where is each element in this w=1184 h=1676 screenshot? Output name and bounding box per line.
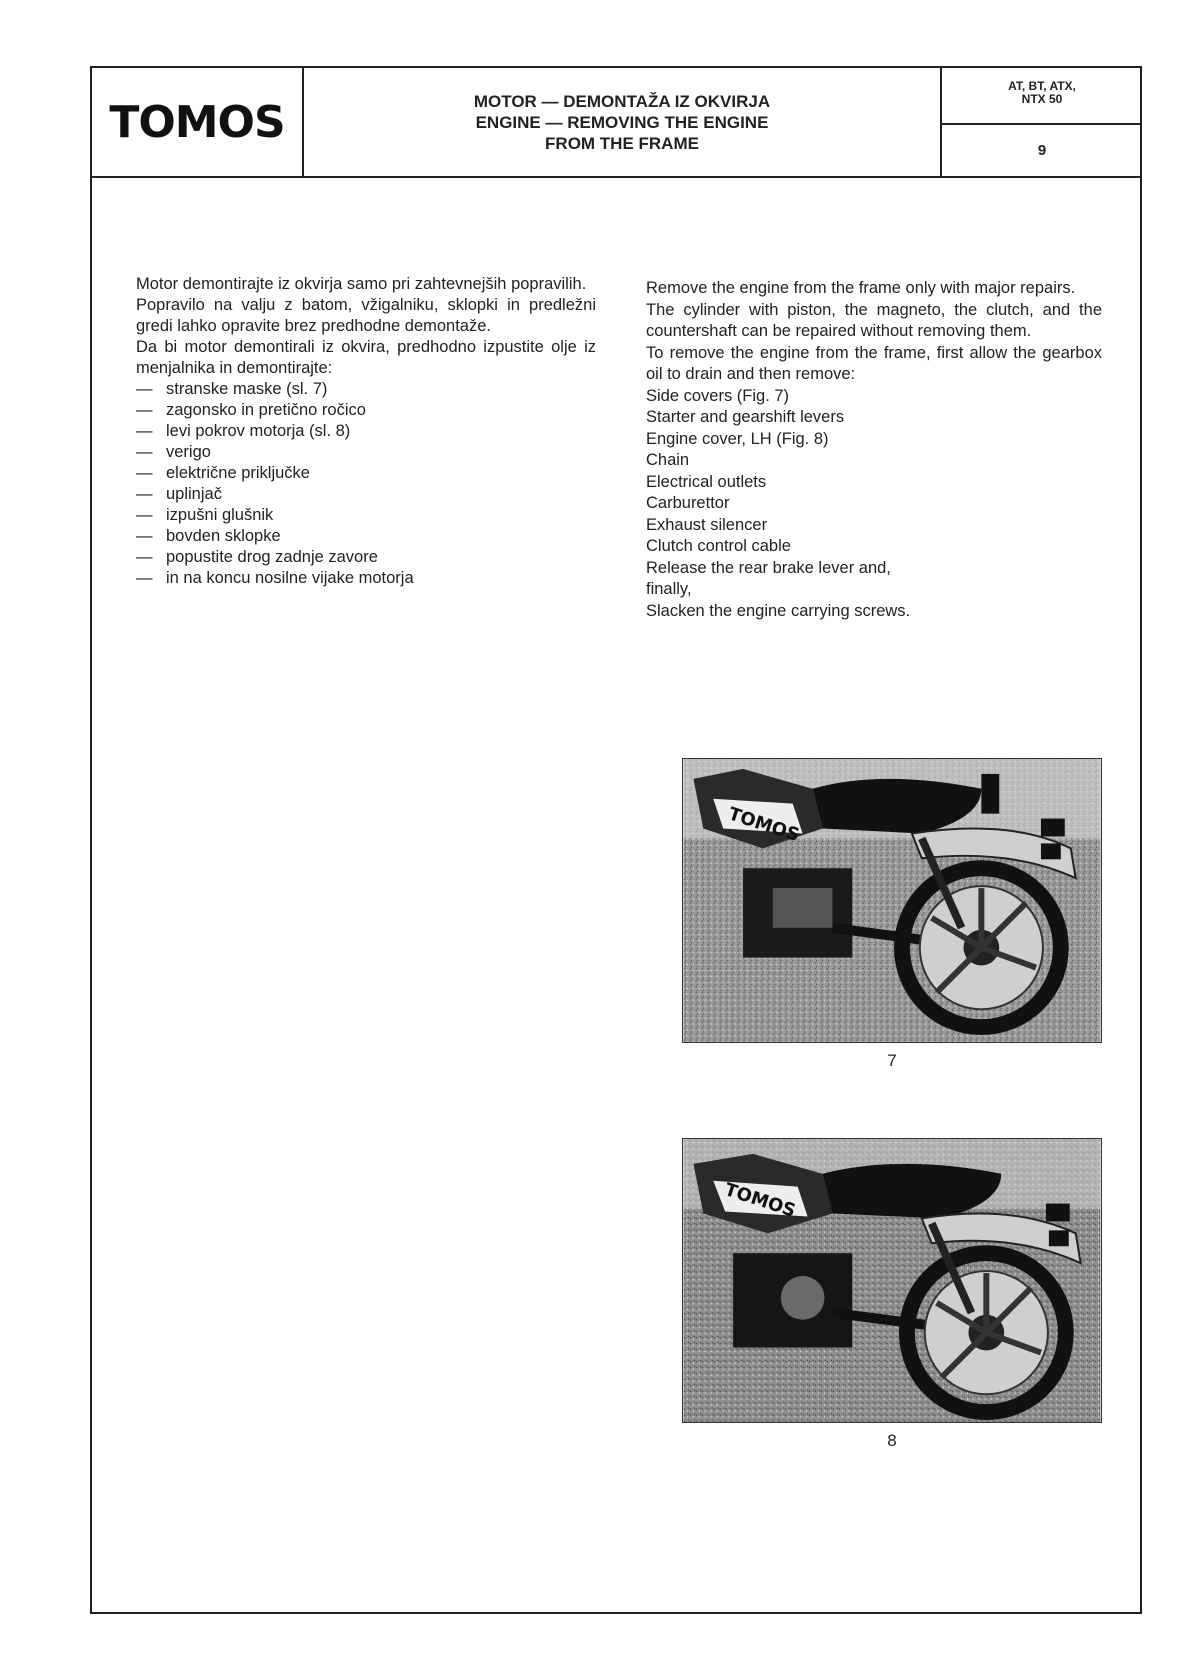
models-cell bbox=[940, 68, 1142, 176]
paragraph: The cylinder with piston, the magneto, the clutch, and the countershaft can be repaired without removing them. bbox=[646, 300, 1102, 340]
model-list bbox=[942, 80, 1142, 106]
model-line: NTX 50 bbox=[1021, 92, 1063, 106]
english-column bbox=[646, 278, 1102, 622]
list-item: — in na koncu nosilne vijake motorja bbox=[136, 568, 596, 589]
title-line: MOTOR — DEMONTAŽA IZ OKVIRJA bbox=[473, 91, 771, 111]
paragraph: Remove the engine from the frame only with major repairs. bbox=[646, 279, 1076, 297]
logo-cell bbox=[92, 68, 304, 176]
list-item: — uplinjač bbox=[136, 484, 596, 505]
slovene-column bbox=[136, 274, 596, 589]
paragraph: To remove the engine from the frame, first allow the gearbox oil to drain and then remove: bbox=[646, 343, 1102, 383]
list-item: — bovden sklopke bbox=[136, 526, 596, 547]
list-item: Electrical outlets bbox=[646, 472, 767, 491]
list-item: Carburettor bbox=[646, 494, 730, 512]
list-item: — električne priključke bbox=[136, 463, 596, 484]
model-line: AT, BT, ATX, bbox=[1008, 79, 1076, 93]
figure-caption: 7 bbox=[887, 1051, 897, 1070]
list-item: — zagonsko in pretično ročico bbox=[136, 400, 596, 421]
page-frame bbox=[90, 66, 1142, 1614]
page-number: 9 bbox=[1037, 142, 1047, 159]
list-item: finally, bbox=[646, 580, 692, 598]
list-item: — levi pokrov motorja (sl. 8) bbox=[136, 421, 596, 442]
paragraph: Popravilo na valju z batom, vžigalniku, sklopki in predležni gredi lahko opravite brez predhodne demontaže. bbox=[136, 296, 596, 335]
list-item: — stranske maske (sl. 7) bbox=[136, 379, 596, 400]
list-item: Exhaust silencer bbox=[646, 515, 768, 534]
list-item: — verigo bbox=[136, 442, 596, 463]
list-item: Engine cover, LH (Fig. 8) bbox=[646, 429, 829, 448]
divider bbox=[942, 123, 1142, 125]
list-item: Chain bbox=[646, 451, 690, 469]
tank-logo: TOMOS bbox=[725, 803, 802, 847]
figure-7 bbox=[682, 758, 1102, 1071]
list-item: Side covers (Fig. 7) bbox=[646, 386, 790, 405]
list-item: — popustite drog zadnje zavore bbox=[136, 547, 596, 568]
motorcycle-photo-8 bbox=[682, 1138, 1102, 1423]
paragraph: Da bi motor demontirali iz okvira, predhodno izpustite olje iz menjalnika in demontirajte: bbox=[136, 338, 596, 377]
list-item: Release the rear brake lever and, bbox=[646, 558, 891, 577]
figure-caption: 8 bbox=[887, 1431, 897, 1450]
list-item: Starter and gearshift levers bbox=[646, 408, 845, 426]
title-line: FROM THE FRAME bbox=[545, 133, 699, 153]
list-item: Slacken the engine carrying screws. bbox=[646, 601, 911, 620]
motorcycle-photo-7 bbox=[682, 758, 1102, 1043]
list-item: Clutch control cable bbox=[646, 537, 791, 555]
list-item: — izpušni glušnik bbox=[136, 505, 596, 526]
title-line: ENGINE — REMOVING THE ENGINE bbox=[475, 112, 769, 132]
header bbox=[92, 68, 1140, 178]
figure-8 bbox=[682, 1138, 1102, 1451]
tomos-logo: TOMOS bbox=[109, 96, 285, 148]
removal-list bbox=[136, 379, 596, 589]
paragraph: Motor demontirajte iz okvirja samo pri zahtevnejših popravilih. bbox=[136, 275, 587, 293]
page-title bbox=[304, 68, 940, 176]
tank-logo: TOMOS bbox=[722, 1179, 799, 1222]
removal-list bbox=[646, 386, 1102, 623]
